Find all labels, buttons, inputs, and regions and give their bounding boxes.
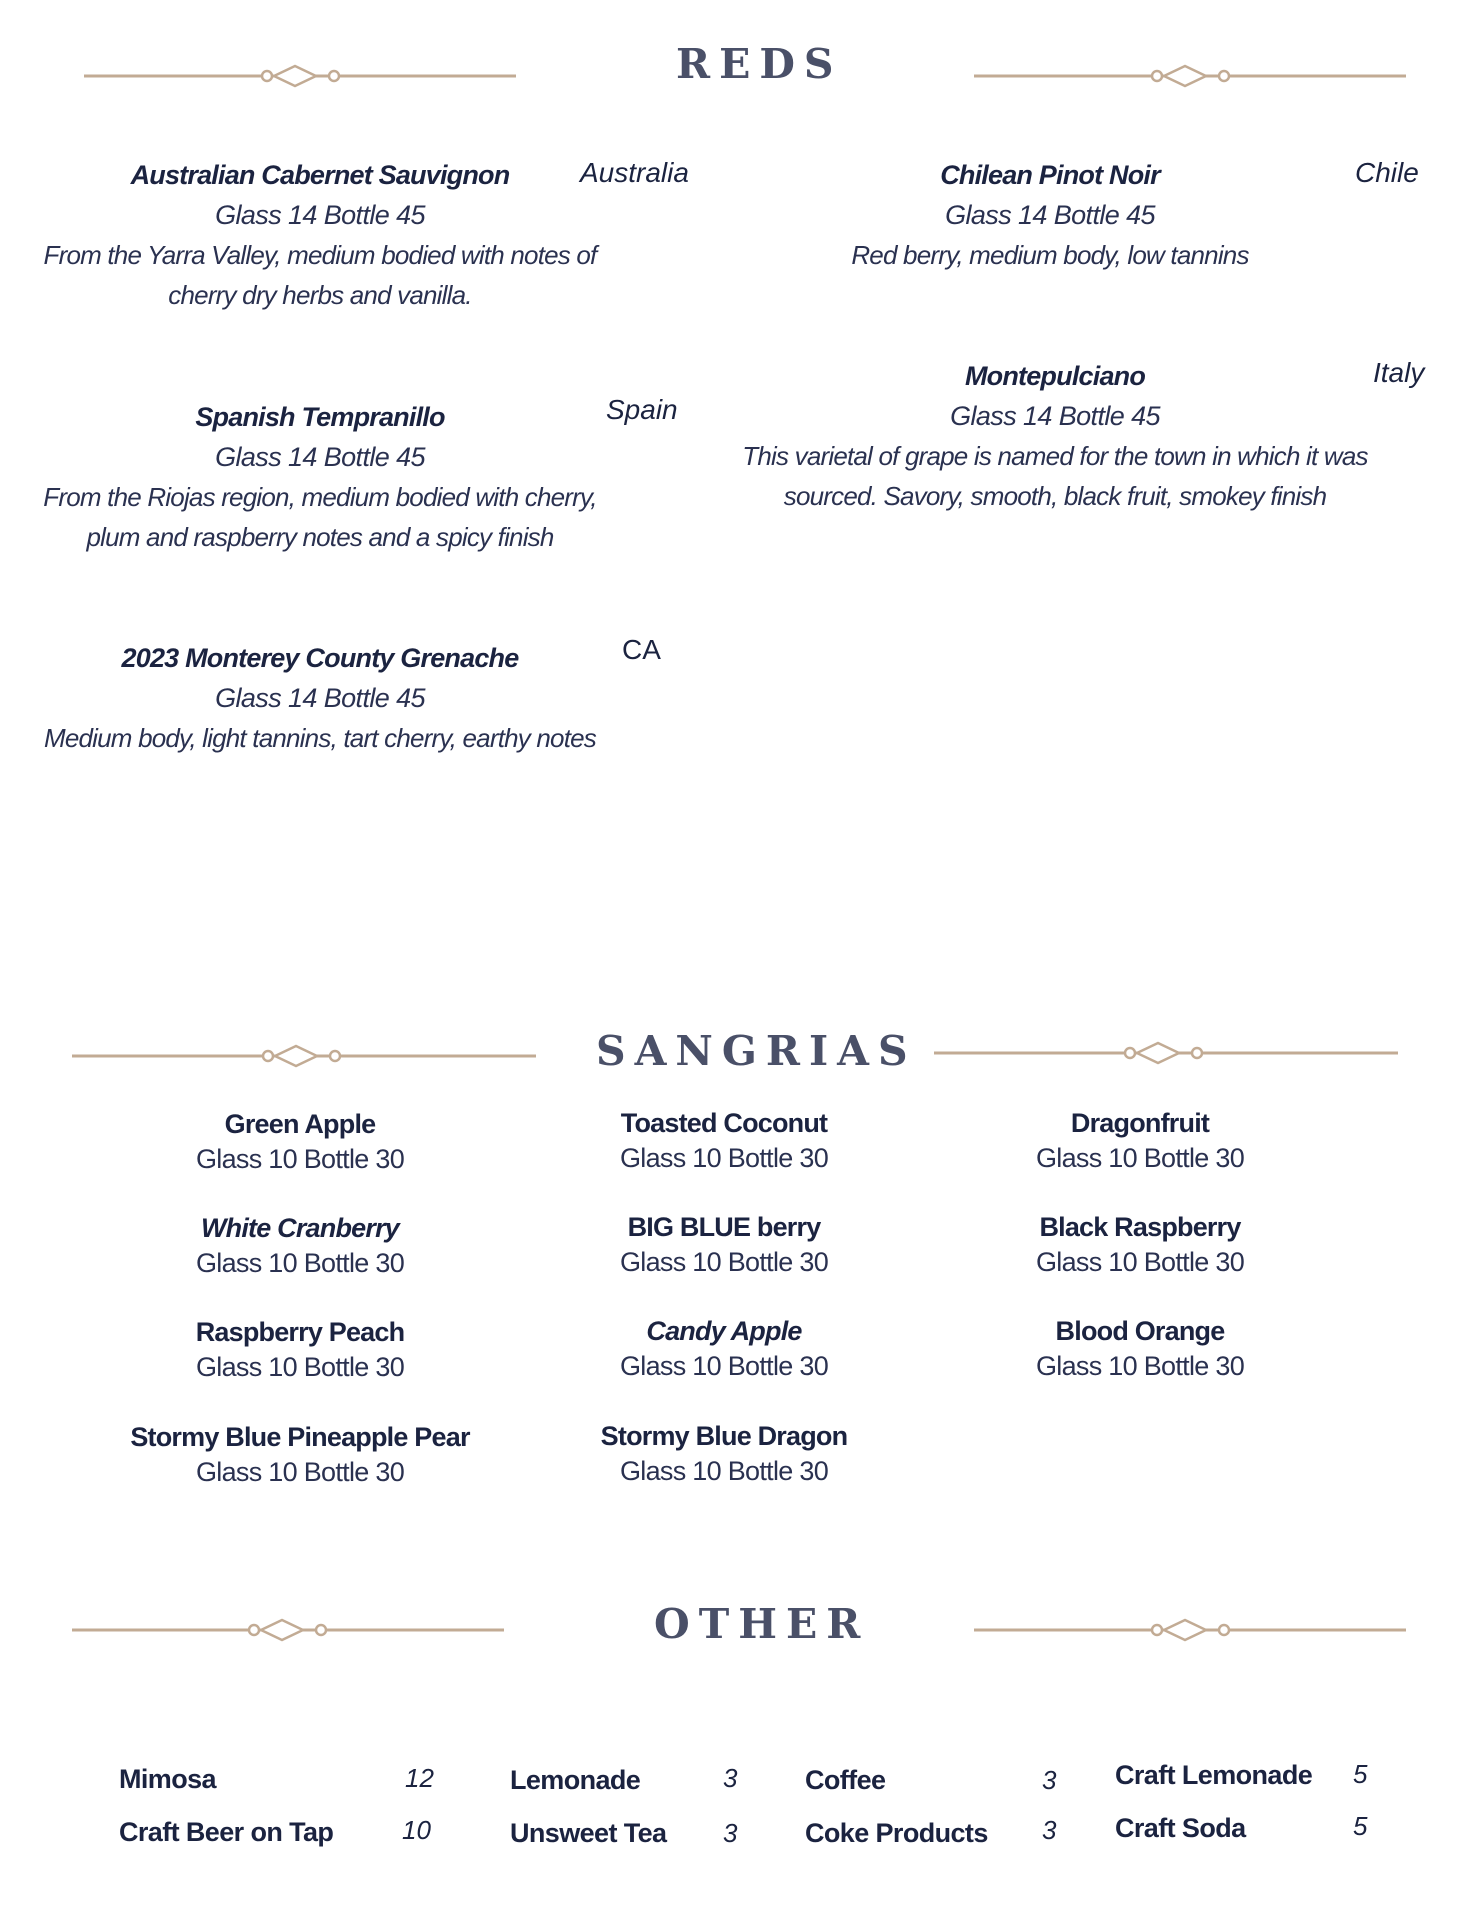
- sangria-name: Stormy Blue Dragon: [600, 1421, 848, 1451]
- sangria-item: [100, 1211, 500, 1281]
- sangria-name: Toasted Coconut: [620, 1108, 828, 1138]
- sangria-name: Black Raspberry: [1039, 1212, 1241, 1242]
- other-item-name: Lemonade: [510, 1765, 641, 1795]
- sangria-name: Blood Orange: [1055, 1316, 1225, 1346]
- wine-description: This varietal of grape is named for the town in which it was: [742, 441, 1368, 471]
- wine-origin: CA: [622, 634, 661, 665]
- wine-item: [750, 155, 1350, 275]
- ornament-divider: [934, 1041, 1398, 1065]
- wine-origin: Chile: [1355, 157, 1419, 188]
- other-item-name: Craft Lemonade: [1115, 1760, 1313, 1790]
- other-item-name: Mimosa: [119, 1764, 216, 1794]
- sangria-name: Candy Apple: [646, 1316, 802, 1346]
- sangria-price: Glass 10 Bottle 30: [195, 1457, 405, 1487]
- wine-price: Glass 14 Bottle 45: [945, 200, 1155, 230]
- sangria-item: [524, 1419, 924, 1489]
- wine-description: From the Yarra Valley, medium bodied with notes of: [43, 240, 597, 270]
- sangria-name: BIG BLUE berry: [627, 1212, 821, 1242]
- section-title-sangrias: SANGRIAS: [596, 1027, 917, 1075]
- sangria-item: [524, 1210, 924, 1280]
- ornament-divider: [72, 1618, 504, 1642]
- other-item-price: 3: [1042, 1765, 1057, 1795]
- other-item-price: 12: [405, 1763, 434, 1793]
- wine-description: plum and raspberry notes and a spicy finish: [86, 522, 554, 552]
- ornament-divider: [974, 1618, 1406, 1642]
- sangria-item: [100, 1107, 500, 1177]
- sangria-price: Glass 10 Bottle 30: [619, 1143, 829, 1173]
- section-title-reds: REDS: [676, 40, 843, 88]
- wine-origin: Australia: [580, 157, 689, 188]
- sangria-item: [100, 1420, 500, 1490]
- sangria-item: [100, 1315, 500, 1385]
- sangria-item: [524, 1314, 924, 1384]
- sangria-name: White Cranberry: [200, 1213, 400, 1243]
- wine-price: Glass 14 Bottle 45: [215, 442, 425, 472]
- ornament-divider: [72, 1044, 536, 1068]
- other-item-name: Craft Beer on Tap: [119, 1817, 334, 1847]
- wine-item: [20, 397, 620, 557]
- wine-description: From the Riojas region, medium bodied with cherry,: [43, 482, 597, 512]
- wine-item: [680, 356, 1430, 516]
- wine-price: Glass 14 Bottle 45: [950, 401, 1160, 431]
- sangria-item: [524, 1106, 924, 1176]
- wine-price: Glass 14 Bottle 45: [215, 683, 425, 713]
- sangria-price: Glass 10 Bottle 30: [1035, 1143, 1245, 1173]
- sangria-name: Green Apple: [224, 1109, 376, 1139]
- wine-name: Chilean Pinot Noir: [940, 160, 1160, 190]
- sangria-price: Glass 10 Bottle 30: [1035, 1247, 1245, 1277]
- sangria-price: Glass 10 Bottle 30: [195, 1144, 405, 1174]
- other-item-price: 5: [1353, 1759, 1368, 1789]
- sangria-name: Stormy Blue Pineapple Pear: [130, 1422, 470, 1452]
- wine-price: Glass 14 Bottle 45: [215, 200, 425, 230]
- wine-description: cherry dry herbs and vanilla.: [168, 280, 472, 310]
- other-item-price: 3: [1042, 1815, 1057, 1845]
- other-item-price: 10: [402, 1815, 431, 1845]
- sangria-price: Glass 10 Bottle 30: [195, 1248, 405, 1278]
- wine-name: Montepulciano: [964, 361, 1146, 391]
- other-item-name: Craft Soda: [1115, 1813, 1246, 1843]
- ornament-divider: [974, 64, 1406, 88]
- wine-item: [20, 155, 620, 315]
- other-item-name: Coffee: [805, 1765, 886, 1795]
- other-item-name: Unsweet Tea: [510, 1818, 667, 1848]
- other-item-price: 3: [723, 1763, 738, 1793]
- sangria-price: Glass 10 Bottle 30: [619, 1456, 829, 1486]
- wine-description: sourced. Savory, smooth, black fruit, smokey finish: [783, 481, 1327, 511]
- ornament-divider: [84, 64, 516, 88]
- other-item-name: Coke Products: [805, 1818, 988, 1848]
- wine-item: [20, 638, 620, 758]
- sangria-item: [940, 1106, 1340, 1176]
- other-item-price: 3: [723, 1818, 738, 1848]
- wine-description: Medium body, light tannins, tart cherry, earthy notes: [43, 723, 597, 753]
- wine-origin: Italy: [1373, 357, 1425, 388]
- wine-name: 2023 Monterey County Grenache: [121, 643, 519, 673]
- sangria-price: Glass 10 Bottle 30: [195, 1352, 405, 1382]
- sangria-item: [940, 1314, 1340, 1384]
- wine-name: Spanish Tempranillo: [195, 402, 445, 432]
- sangria-price: Glass 10 Bottle 30: [619, 1351, 829, 1381]
- wine-description: Red berry, medium body, low tannins: [851, 240, 1249, 270]
- sangria-name: Raspberry Peach: [195, 1317, 405, 1347]
- wine-origin: Spain: [606, 394, 678, 425]
- sangria-price: Glass 10 Bottle 30: [1035, 1351, 1245, 1381]
- sangria-name: Dragonfruit: [1070, 1108, 1210, 1138]
- sangria-item: [940, 1210, 1340, 1280]
- wine-name: Australian Cabernet Sauvignon: [130, 160, 510, 190]
- other-item-price: 5: [1353, 1811, 1368, 1841]
- sangria-price: Glass 10 Bottle 30: [619, 1247, 829, 1277]
- section-title-other: OTHER: [654, 1600, 870, 1648]
